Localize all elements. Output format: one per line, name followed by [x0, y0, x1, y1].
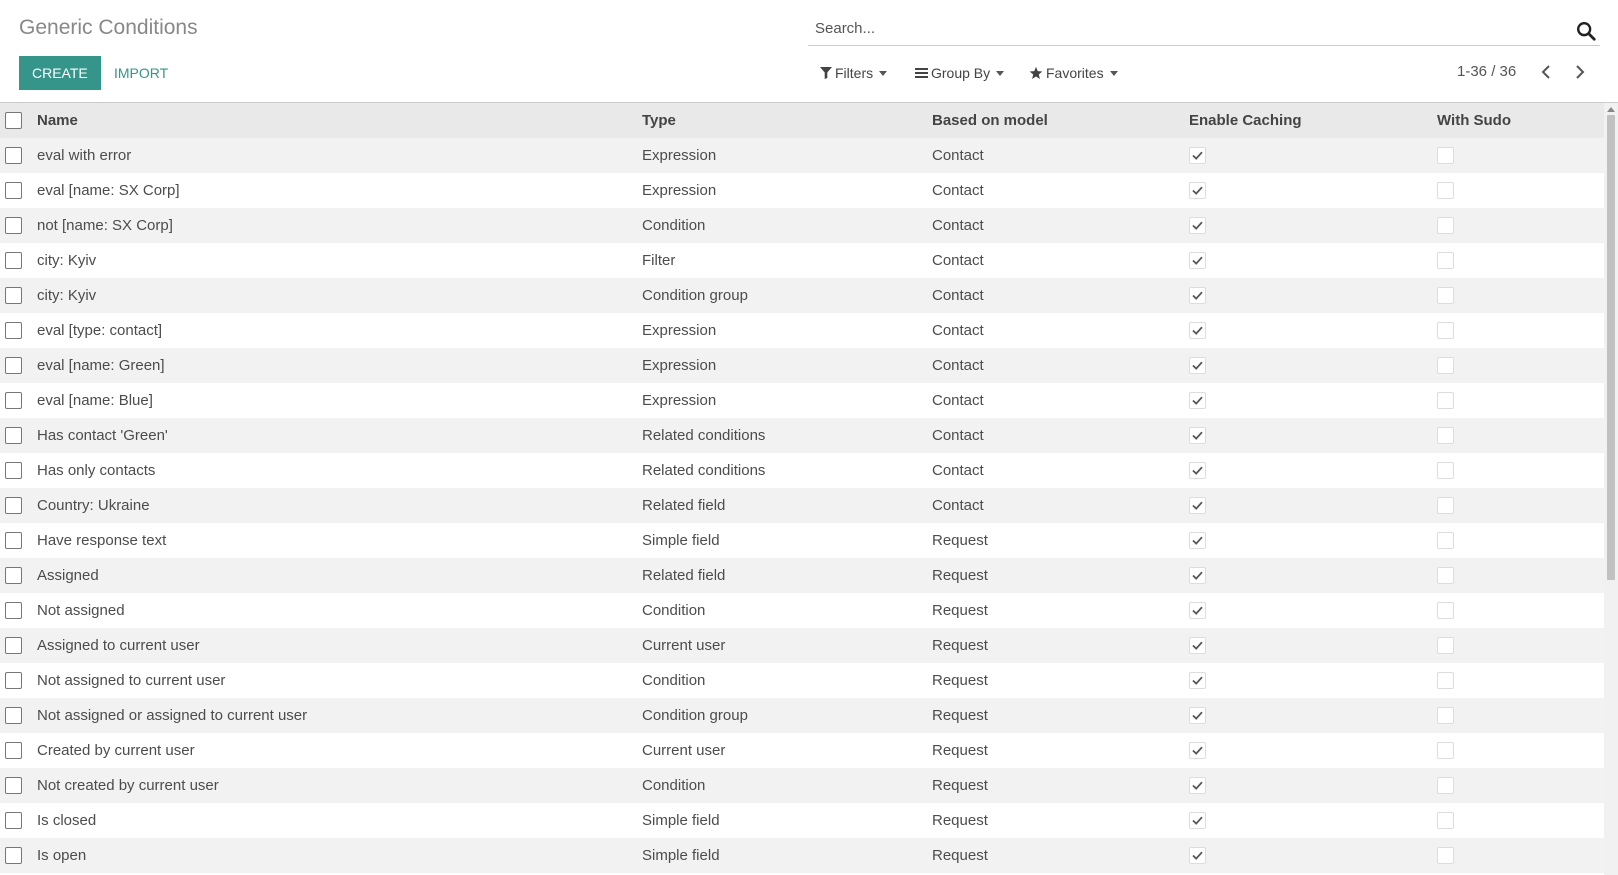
caching-checkbox [1189, 182, 1206, 199]
row-type: Expression [642, 322, 717, 339]
row-sudo-cell [1437, 593, 1604, 628]
check-icon [1192, 185, 1203, 196]
row-caching-cell [1189, 453, 1437, 488]
row-caching-cell [1189, 733, 1437, 768]
row-checkbox[interactable] [5, 147, 22, 164]
row-type: Current user [642, 742, 726, 759]
bars-icon [915, 67, 928, 79]
sudo-checkbox [1437, 497, 1454, 514]
row-select-cell [0, 243, 37, 278]
row-type: Related conditions [642, 462, 766, 479]
check-icon [1192, 850, 1203, 861]
caching-checkbox [1189, 497, 1206, 514]
row-sudo-cell [1437, 523, 1604, 558]
row-model: Contact [932, 462, 984, 479]
caching-checkbox [1189, 532, 1206, 549]
row-type: Condition [642, 208, 932, 243]
caret-down-icon [879, 71, 887, 76]
table-row[interactable] [0, 138, 1604, 173]
sudo-checkbox [1437, 357, 1454, 374]
row-checkbox[interactable] [5, 462, 22, 479]
row-checkbox[interactable] [5, 602, 22, 619]
row-sudo-cell [1437, 558, 1604, 593]
control-panel [0, 0, 1618, 103]
caching-checkbox [1189, 427, 1206, 444]
sudo-checkbox [1437, 602, 1454, 619]
check-icon [1192, 780, 1203, 791]
table-row[interactable] [0, 768, 1604, 803]
row-type: Simple field [642, 812, 720, 829]
row-type: Filter [642, 252, 676, 269]
row-checkbox[interactable] [5, 182, 22, 199]
check-icon [1192, 220, 1203, 231]
row-select-cell [0, 698, 37, 733]
row-caching-cell [1189, 383, 1437, 418]
check-icon [1192, 255, 1203, 266]
sudo-checkbox [1437, 777, 1454, 794]
row-caching-cell [1189, 663, 1437, 698]
table-row[interactable] [0, 418, 1604, 453]
table-row[interactable] [0, 663, 1604, 698]
row-model: Request [932, 558, 1189, 593]
row-type: Condition [642, 768, 932, 803]
row-select-cell [0, 768, 37, 803]
filters-dropdown[interactable] [820, 63, 887, 83]
row-model: Request [932, 768, 1189, 803]
scroll-up-arrow[interactable] [1607, 107, 1615, 112]
row-select-cell [0, 348, 37, 383]
group-by-dropdown[interactable] [915, 63, 1004, 83]
row-sudo-cell [1437, 698, 1604, 733]
caching-checkbox [1189, 602, 1206, 619]
row-model: Request [932, 602, 988, 619]
row-type: Related field [642, 558, 932, 593]
check-icon [1192, 535, 1203, 546]
row-checkbox[interactable] [5, 287, 22, 304]
caret-down-icon [1110, 71, 1118, 76]
row-model: Request [932, 628, 1189, 663]
caret-down-icon [996, 71, 1004, 76]
row-checkbox[interactable] [5, 812, 22, 829]
row-sudo-cell [1437, 173, 1604, 208]
row-checkbox[interactable] [5, 532, 22, 549]
row-model: Contact [932, 138, 1189, 173]
row-select-cell [0, 733, 37, 768]
check-icon [1192, 465, 1203, 476]
row-select-cell [0, 138, 37, 173]
table-row[interactable] [0, 698, 1604, 733]
row-name: Assigned to current user [37, 628, 642, 663]
row-type: Related conditions [642, 418, 932, 453]
table-row[interactable] [0, 278, 1604, 313]
sudo-checkbox [1437, 182, 1454, 199]
row-type: Simple field [642, 838, 932, 873]
row-type: Expression [642, 182, 717, 199]
row-checkbox[interactable] [5, 252, 22, 269]
sudo-checkbox [1437, 742, 1454, 759]
search-icon[interactable] [1575, 20, 1597, 42]
row-checkbox[interactable] [5, 637, 22, 654]
row-sudo-cell [1437, 453, 1604, 488]
check-icon [1192, 815, 1203, 826]
row-model: Contact [932, 348, 1189, 383]
row-name: Have response text [37, 532, 167, 549]
caching-checkbox [1189, 392, 1206, 409]
table-row[interactable] [0, 313, 1604, 348]
row-sudo-cell [1437, 243, 1604, 278]
row-sudo-cell [1437, 768, 1604, 803]
row-sudo-cell [1437, 663, 1604, 698]
row-name: not [name: SX Corp] [37, 208, 642, 243]
caching-checkbox [1189, 812, 1206, 829]
row-type: Related field [642, 488, 932, 523]
star-icon [1029, 66, 1043, 80]
check-icon [1192, 325, 1203, 336]
sudo-checkbox [1437, 707, 1454, 724]
row-sudo-cell [1437, 313, 1604, 348]
caching-checkbox [1189, 847, 1206, 864]
row-caching-cell [1189, 418, 1437, 453]
row-sudo-cell [1437, 138, 1604, 173]
row-name: eval [name: Green] [37, 348, 642, 383]
scrollbar[interactable] [1604, 103, 1618, 875]
column-header-model[interactable]: Based on model [932, 103, 1189, 138]
row-caching-cell [1189, 698, 1437, 733]
sudo-checkbox [1437, 462, 1454, 479]
row-sudo-cell [1437, 348, 1604, 383]
row-type: Condition group [642, 698, 932, 733]
row-caching-cell [1189, 768, 1437, 803]
row-caching-cell [1189, 838, 1437, 873]
table-row[interactable] [0, 628, 1604, 663]
caching-checkbox [1189, 322, 1206, 339]
row-name: Not assigned [37, 602, 125, 619]
row-model: Contact [932, 418, 1189, 453]
row-model: Request [932, 838, 1189, 873]
sudo-checkbox [1437, 637, 1454, 654]
row-caching-cell [1189, 173, 1437, 208]
row-type: Expression [642, 392, 717, 409]
row-name: Country: Ukraine [37, 488, 642, 523]
row-model: Contact [932, 392, 984, 409]
row-select-cell [0, 208, 37, 243]
row-select-cell [0, 838, 37, 873]
row-checkbox[interactable] [5, 567, 22, 584]
check-icon [1192, 150, 1203, 161]
check-icon [1192, 395, 1203, 406]
row-name: Is closed [37, 812, 97, 829]
check-icon [1192, 360, 1203, 371]
row-checkbox[interactable] [5, 392, 22, 409]
sudo-checkbox [1437, 812, 1454, 829]
row-model: Contact [932, 278, 1189, 313]
row-name: Created by current user [37, 742, 195, 759]
caching-checkbox [1189, 357, 1206, 374]
column-header-type[interactable]: Type [642, 103, 932, 138]
row-sudo-cell [1437, 488, 1604, 523]
row-checkbox[interactable] [5, 672, 22, 689]
row-name: Not assigned to current user [37, 672, 226, 689]
row-name: Not created by current user [37, 768, 642, 803]
row-type: Current user [642, 628, 932, 663]
row-caching-cell [1189, 243, 1437, 278]
row-name: eval [name: Blue] [37, 392, 153, 409]
row-checkbox[interactable] [5, 427, 22, 444]
row-select-cell [0, 558, 37, 593]
row-name: Not assigned or assigned to current user [37, 698, 642, 733]
row-model: Request [932, 698, 1189, 733]
sudo-checkbox [1437, 252, 1454, 269]
column-header-caching[interactable]: Enable Caching [1189, 103, 1437, 138]
caching-checkbox [1189, 217, 1206, 234]
row-name: eval [name: SX Corp] [37, 182, 180, 199]
check-icon [1192, 640, 1203, 651]
import-button[interactable]: IMPORT [114, 65, 169, 81]
row-checkbox[interactable] [5, 497, 22, 514]
table-row[interactable] [0, 348, 1604, 383]
caching-checkbox [1189, 742, 1206, 759]
sudo-checkbox [1437, 672, 1454, 689]
check-icon [1192, 430, 1203, 441]
row-checkbox[interactable] [5, 217, 22, 234]
row-sudo-cell [1437, 383, 1604, 418]
row-type: Expression [642, 138, 932, 173]
search-bar [808, 14, 1600, 46]
check-icon [1192, 675, 1203, 686]
row-caching-cell [1189, 803, 1437, 838]
table-row[interactable] [0, 383, 1604, 418]
search-input[interactable] [808, 14, 1542, 42]
table-row[interactable] [0, 558, 1604, 593]
column-header-name[interactable]: Name [37, 103, 642, 138]
table-row[interactable] [0, 523, 1604, 558]
row-sudo-cell [1437, 208, 1604, 243]
table-header-row [0, 103, 1604, 138]
row-checkbox[interactable] [5, 357, 22, 374]
row-type: Condition [642, 602, 706, 619]
create-button[interactable]: CREATE [19, 56, 101, 90]
row-name: eval with error [37, 138, 642, 173]
row-model: Contact [932, 182, 984, 199]
row-caching-cell [1189, 278, 1437, 313]
row-type: Expression [642, 348, 932, 383]
row-type: Simple field [642, 532, 720, 549]
row-sudo-cell [1437, 803, 1604, 838]
row-caching-cell [1189, 523, 1437, 558]
row-checkbox[interactable] [5, 707, 22, 724]
filters-label: Filters [835, 65, 874, 81]
table-row[interactable] [0, 593, 1604, 628]
row-model: Contact [932, 322, 984, 339]
sudo-checkbox [1437, 322, 1454, 339]
row-sudo-cell [1437, 418, 1604, 453]
row-select-cell [0, 663, 37, 698]
scrollbar-thumb[interactable] [1607, 115, 1615, 580]
caching-checkbox [1189, 672, 1206, 689]
check-icon [1192, 710, 1203, 721]
row-model: Request [932, 742, 988, 759]
table-row[interactable] [0, 733, 1604, 768]
sudo-checkbox [1437, 217, 1454, 234]
table-row[interactable] [0, 838, 1604, 873]
table-row[interactable] [0, 208, 1604, 243]
row-type: Condition group [642, 278, 932, 313]
row-select-cell [0, 278, 37, 313]
caching-checkbox [1189, 147, 1206, 164]
table-row[interactable] [0, 453, 1604, 488]
row-caching-cell [1189, 488, 1437, 523]
sudo-checkbox [1437, 532, 1454, 549]
favorites-dropdown[interactable] [1029, 63, 1118, 83]
row-name: Has contact 'Green' [37, 418, 642, 453]
table-row[interactable] [0, 488, 1604, 523]
check-icon [1192, 570, 1203, 581]
row-name: eval [type: contact] [37, 322, 163, 339]
row-select-cell [0, 173, 37, 208]
row-name: Is open [37, 838, 642, 873]
sudo-checkbox [1437, 847, 1454, 864]
row-select-cell [0, 383, 37, 418]
caching-checkbox [1189, 252, 1206, 269]
row-name: city: Kyiv [37, 278, 642, 313]
row-checkbox[interactable] [5, 777, 22, 794]
row-checkbox[interactable] [5, 742, 22, 759]
row-model: Request [932, 812, 988, 829]
row-name: Has only contacts [37, 462, 156, 479]
sudo-checkbox [1437, 567, 1454, 584]
select-all-cell [0, 103, 37, 138]
row-select-cell [0, 418, 37, 453]
row-caching-cell [1189, 593, 1437, 628]
row-model: Request [932, 532, 988, 549]
row-sudo-cell [1437, 733, 1604, 768]
caching-checkbox [1189, 637, 1206, 654]
table-row[interactable] [0, 803, 1604, 838]
filter-icon [820, 67, 832, 79]
caching-checkbox [1189, 707, 1206, 724]
row-type: Condition [642, 672, 706, 689]
check-icon [1192, 500, 1203, 511]
row-sudo-cell [1437, 838, 1604, 873]
row-model: Contact [932, 252, 984, 269]
table-row[interactable] [0, 243, 1604, 278]
group-by-label: Group By [931, 65, 991, 81]
pager-value[interactable]: 1-36 / 36 [1457, 63, 1517, 80]
sudo-checkbox [1437, 392, 1454, 409]
column-header-sudo[interactable]: With Sudo [1437, 103, 1604, 138]
chevron-left-icon[interactable] [1538, 62, 1554, 82]
sudo-checkbox [1437, 287, 1454, 304]
caching-checkbox [1189, 567, 1206, 584]
row-caching-cell [1189, 208, 1437, 243]
caching-checkbox [1189, 462, 1206, 479]
row-sudo-cell [1437, 278, 1604, 313]
caching-checkbox [1189, 287, 1206, 304]
row-select-cell [0, 523, 37, 558]
row-checkbox[interactable] [5, 322, 22, 339]
row-caching-cell [1189, 313, 1437, 348]
caching-checkbox [1189, 777, 1206, 794]
check-icon [1192, 290, 1203, 301]
row-caching-cell [1189, 348, 1437, 383]
sudo-checkbox [1437, 147, 1454, 164]
row-name: city: Kyiv [37, 252, 97, 269]
favorites-label: Favorites [1046, 65, 1104, 81]
table-row[interactable] [0, 173, 1604, 208]
row-model: Contact [932, 208, 1189, 243]
row-model: Contact [932, 488, 1189, 523]
row-caching-cell [1189, 138, 1437, 173]
row-model: Request [932, 672, 988, 689]
row-select-cell [0, 453, 37, 488]
row-sudo-cell [1437, 628, 1604, 663]
row-name: Assigned [37, 558, 642, 593]
row-select-cell [0, 628, 37, 663]
check-icon [1192, 605, 1203, 616]
sudo-checkbox [1437, 427, 1454, 444]
row-checkbox[interactable] [5, 847, 22, 864]
row-select-cell [0, 593, 37, 628]
conditions-table [0, 103, 1604, 873]
row-select-cell [0, 488, 37, 523]
row-caching-cell [1189, 628, 1437, 663]
page-title: Generic Conditions [19, 16, 198, 39]
check-icon [1192, 745, 1203, 756]
row-select-cell [0, 803, 37, 838]
row-select-cell [0, 313, 37, 348]
chevron-right-icon[interactable] [1572, 62, 1588, 82]
row-caching-cell [1189, 558, 1437, 593]
select-all-checkbox[interactable] [5, 112, 22, 129]
